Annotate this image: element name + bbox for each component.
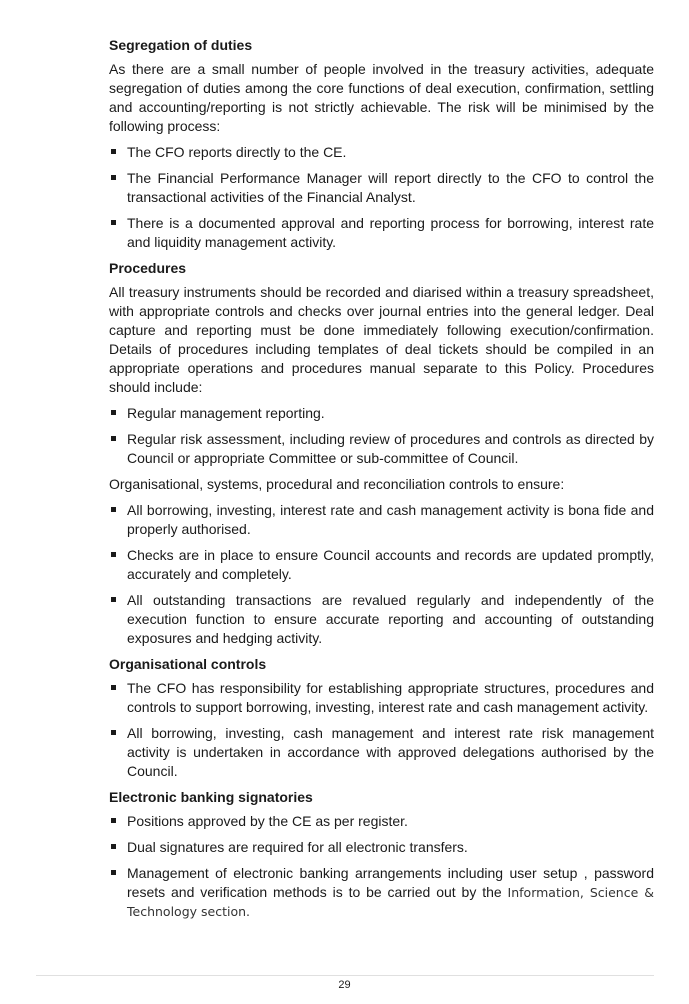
page-number: 29 xyxy=(338,979,351,991)
section-organisational-controls xyxy=(109,655,654,781)
square-bullet-icon xyxy=(111,410,116,415)
square-bullet-icon xyxy=(111,844,116,849)
list-item: Regular risk assessment, including review of procedures and controls as directed by Council or appropriate Committee or sub-committee of Council. xyxy=(109,430,654,468)
list-item: Management of electronic banking arrangements including user setup , password resets and verification methods is to be carried out by the Information, Science & Technology section. xyxy=(109,864,654,921)
paragraph: Organisational, systems, procedural and reconciliation controls to ensure: xyxy=(109,476,565,492)
list-item: All outstanding transactions are revalued regularly and independently of the execution function to ensure accurate reporting and accounting of outstanding exposures and hedging activity. xyxy=(109,591,654,648)
list-item: Regular management reporting. xyxy=(109,404,654,423)
section-heading: Segregation of duties xyxy=(109,37,253,53)
bullet-list xyxy=(109,679,654,781)
list-item: Positions approved by the CE as per register. xyxy=(109,812,654,831)
section-procedures xyxy=(109,259,654,648)
bullet-list xyxy=(109,143,654,252)
document-body xyxy=(109,36,654,928)
section-electronic-banking-signatories xyxy=(109,788,654,921)
list-item: There is a documented approval and reporting process for borrowing, interest rate and liquidity management activity. xyxy=(109,214,654,252)
square-bullet-icon xyxy=(111,220,116,225)
footer-divider xyxy=(36,975,654,976)
square-bullet-icon xyxy=(111,149,116,154)
paragraph: All treasury instruments should be recorded and diarised within a treasury spreadsheet, with appropriate controls and checks over journal entries into the general ledger. Deal capture and reporting must be done immediately following execution/confirmation. Details of procedures including templates of deal tickets should be compiled in an appropriate operations and procedures manual separate to this Policy. Procedures should include: xyxy=(109,284,654,395)
square-bullet-icon xyxy=(111,507,116,512)
bullet-list xyxy=(109,812,654,921)
square-bullet-icon xyxy=(111,685,116,690)
section-heading: Procedures xyxy=(109,260,187,276)
list-item: Dual signatures are required for all electronic transfers. xyxy=(109,838,654,857)
square-bullet-icon xyxy=(111,552,116,557)
square-bullet-icon xyxy=(111,436,116,441)
square-bullet-icon xyxy=(111,175,116,180)
square-bullet-icon xyxy=(111,597,116,602)
list-item: The CFO has responsibility for establishing appropriate structures, procedures and controls to support borrowing, investing, interest rate and cash management activity. xyxy=(109,679,654,717)
section-segregation-of-duties xyxy=(109,36,654,252)
section-heading: Organisational controls xyxy=(109,656,267,672)
list-item: Checks are in place to ensure Council accounts and records are updated promptly, accurately and completely. xyxy=(109,546,654,584)
list-item: The Financial Performance Manager will report directly to the CFO to control the transactional activities of the Financial Analyst. xyxy=(109,169,654,207)
square-bullet-icon xyxy=(111,818,116,823)
list-item: All borrowing, investing, cash management and interest rate risk management activity is undertaken in accordance with approved delegations authorised by the Council. xyxy=(109,724,654,781)
section-heading: Electronic banking signatories xyxy=(109,789,313,805)
square-bullet-icon xyxy=(111,730,116,735)
list-item: All borrowing, investing, interest rate and cash management activity is bona fide and properly authorised. xyxy=(109,501,654,539)
bullet-list xyxy=(109,404,654,468)
bullet-list xyxy=(109,501,654,648)
list-item: The CFO reports directly to the CE. xyxy=(109,143,654,162)
paragraph: As there are a small number of people involved in the treasury activities, adequate segregation of duties among the core functions of deal execution, confirmation, settling and accounting/reporting is not strictly achievable. The risk will be minimised by the following process: xyxy=(109,61,654,134)
square-bullet-icon xyxy=(111,870,116,875)
